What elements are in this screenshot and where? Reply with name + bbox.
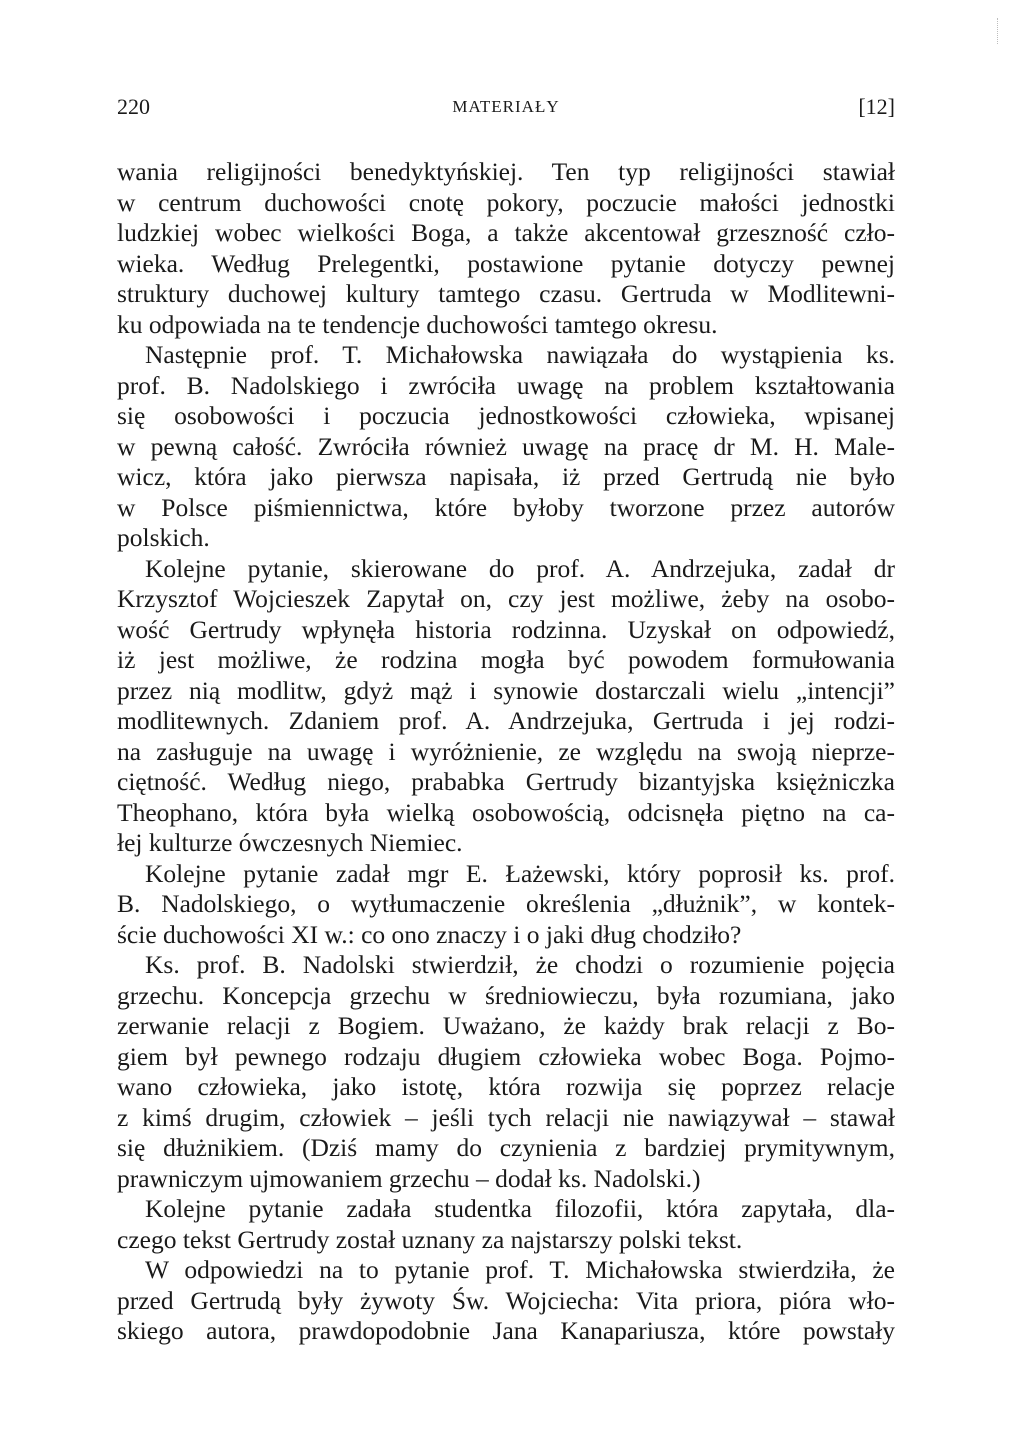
text-line: Następnie prof. T. Michałowska nawiązała do wystąpienia ks. <box>145 340 895 369</box>
text-line: się osobowości i poczucia jednostkowości człowieka, wpisanej <box>117 401 895 430</box>
text-line: przed Gertrudą były żywoty Św. Wojciecha: Vita priora, pióra wło- <box>117 1285 895 1315</box>
text-line: giem był pewnego rodzaju długiem człowieka wobec Boga. Pojmo- <box>117 1041 895 1071</box>
text-line: czego tekst Gertrudy został uznany za najstarszy polski tekst. <box>117 1224 743 1254</box>
section-title: MATERIAŁY <box>452 97 560 116</box>
text-line: ście duchowości XI w.: co ono znaczy i o jaki dług chodziło? <box>117 919 742 949</box>
text-line: w Polsce piśmiennictwa, które byłoby tworzone przez autorów <box>117 492 895 522</box>
text-line: się dłużnikiem. (Dziś mamy do czynienia z bardziej prymitywnym, <box>117 1133 895 1162</box>
text-line: Kolejne pytanie zadał mgr E. Łażewski, który poprosił ks. prof. <box>145 858 895 888</box>
text-line: wość Gertrudy wpłynęła historia rodzinna. Uzyskał on odpowiedź, <box>117 614 895 644</box>
text-line: modlitewnych. Zdaniem prof. A. Andrzejuka, Gertruda i jej rodzi- <box>117 706 895 735</box>
text-line: w pewną całość. Zwróciła również uwagę na pracę dr M. H. Male- <box>117 431 895 461</box>
text-line: struktury duchowej kultury tamtego czasu. Gertruda w Modlitewni- <box>117 279 895 308</box>
text-line: wicz, która jako pierwsza napisała, iż przed Gertrudą nie było <box>117 462 895 491</box>
text-line: Ks. prof. B. Nadolski stwierdził, że chodzi o rozumienie pojęcia <box>145 950 895 979</box>
text-line: wieka. Według Prelegentki, postawione pytanie dotyczy pewnej <box>117 248 895 278</box>
text-line: w centrum duchowości cnotę pokory, poczucie małości jednostki <box>117 187 895 217</box>
text-line: Krzysztof Wojcieszek Zapytał on, czy jest możliwe, żeby na osobo- <box>117 584 895 613</box>
text-line: prawniczym ujmowaniem grzechu – dodał ks. Nadolski.) <box>117 1163 701 1193</box>
text-line: skiego autora, prawdopodobnie Jana Kanapariusza, które powstały <box>117 1316 895 1345</box>
text-line: ku odpowiada na te tendencje duchowości tamtego okresu. <box>117 309 718 339</box>
text-line: B. Nadolskiego, o wytłumaczenie określenia „dłużnik”, w kontek- <box>117 889 895 918</box>
text-line: ciętność. Według niego, prababka Gertrudy bizantyjska księżniczka <box>117 767 895 796</box>
text-line: iż jest możliwe, że rodzina mogła być powodem formułowania <box>117 645 895 674</box>
text-line: zerwanie relacji z Bogiem. Uważano, że każdy brak relacji z Bo- <box>117 1011 895 1040</box>
page-number: 220 <box>117 94 150 119</box>
scan-mark <box>997 18 1000 44</box>
running-head <box>117 93 895 121</box>
text-line: grzechu. Koncepcja grzechu w średniowieczu, była rozumiana, jako <box>117 980 895 1010</box>
text-line: W odpowiedzi na to pytanie prof. T. Michałowska stwierdziła, że <box>145 1255 895 1284</box>
text-line: przez nią modlitw, gdyż mąż i synowie dostarczali wielu „intencji” <box>117 675 895 705</box>
text-line: wano człowieka, jako istotę, która rozwija się poprzez relacje <box>117 1072 895 1101</box>
text-line: łej kulturze ówczesnych Niemiec. <box>117 828 463 857</box>
text-line: Kolejne pytanie, skierowane do prof. A. Andrzejuka, zadał dr <box>145 553 895 583</box>
text-line: na zasługuje na uwagę i wyróżnienie, ze względu na swoją nieprze- <box>117 736 895 766</box>
text-line: polskich. <box>117 523 210 552</box>
text-line: wania religijności benedyktyńskiej. Ten typ religijności stawiał <box>117 157 895 186</box>
text-line: Theophano, która była wielką osobowością, odcisnęła piętno na ca- <box>117 797 895 827</box>
text-line: ludzkiej wobec wielkości Boga, a także akcentował grzeszność czło- <box>117 218 895 247</box>
text-line: Kolejne pytanie zadała studentka filozofii, która zapytała, dla- <box>145 1194 895 1223</box>
text-line: z kimś drugim, człowiek – jeśli tych relacji nie nawiązywał – stawał <box>117 1102 895 1132</box>
body-text <box>117 157 895 1347</box>
bracket-page-number: [12] <box>858 94 895 119</box>
text-line: prof. B. Nadolskiego i zwróciła uwagę na problem kształtowania <box>117 370 895 400</box>
